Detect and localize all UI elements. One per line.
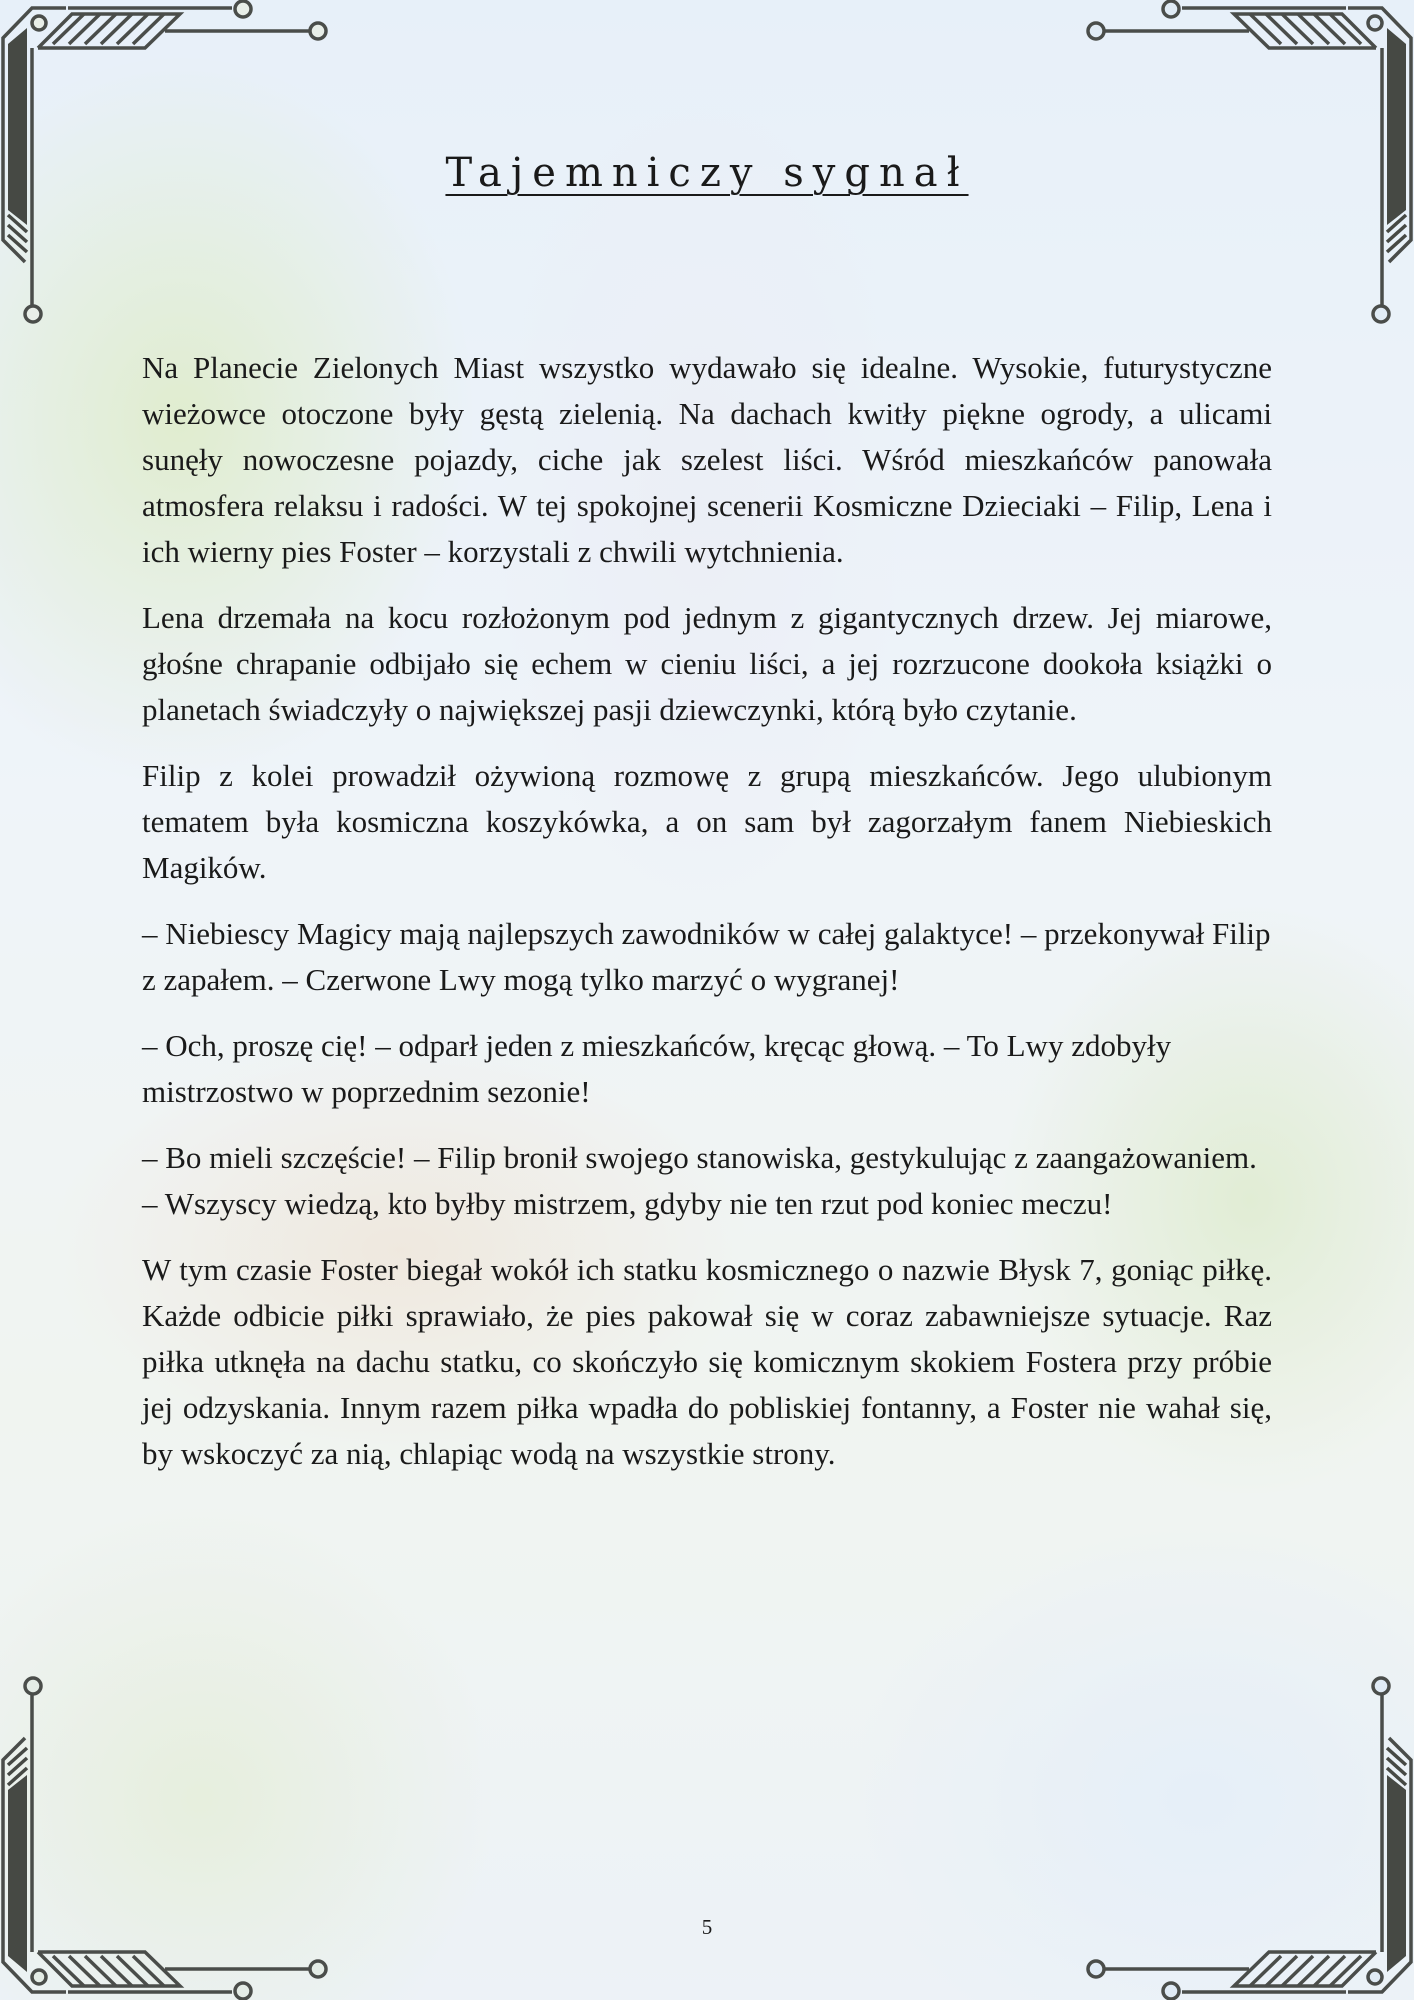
page-title: Tajemniczy sygnał bbox=[445, 150, 969, 196]
corner-ornament-bottom-left bbox=[0, 1670, 330, 2000]
story-body bbox=[142, 345, 1272, 1497]
corner-ornament-bottom-right bbox=[1084, 1670, 1414, 2000]
paragraph: Na Planecie Zielonych Miast wszystko wydawało się idealne. Wysokie, futurystyczne wieżowce otoczone były gęstą zielenią. Na dachach kwitły piękne ogrody, a ulicami sunęły nowoczesne pojazdy, ciche jak szelest liści. Wśród mieszkańców panowała atmosfera relaksu i radości. W tej spokojnej scenerii Kosmiczne Dzieciaki – Filip, Lena i ich wierny pies Foster – korzystali z chwili wytchnienia. bbox=[142, 350, 1272, 569]
paragraph: – Niebiescy Magicy mają najlepszych zawodników w całej galaktyce! – przekonywał Filip z zapałem. – Czerwone Lwy mogą tylko marzyć o wygranej! bbox=[142, 916, 1271, 997]
page-number: 5 bbox=[701, 1915, 713, 1939]
circuit-frame-icon bbox=[1084, 1670, 1414, 2000]
circuit-frame-icon bbox=[0, 1670, 330, 2000]
paragraph: Lena drzemała na kocu rozłożonym pod jednym z gigantycznych drzew. Jej miarowe, głośne chrapanie odbijało się echem w cieniu liści, a jej rozrzucone dookoła książki o planetach świadczyły o największej pasji dziewczynki, którą było czytanie. bbox=[142, 600, 1272, 727]
paragraph: – Bo mieli szczęście! – Filip bronił swojego stanowiska, gestykulując z zaangażowaniem. – Wszyscy wiedzą, kto byłby mistrzem, gdyby nie ten rzut pod koniec meczu! bbox=[142, 1140, 1257, 1221]
paragraph: Filip z kolei prowadził ożywioną rozmowę z grupą mieszkańców. Jego ulubionym tematem była kosmiczna koszykówka, a on sam był zagorzałym fanem Niebieskich Magików. bbox=[142, 758, 1272, 885]
paragraph: – Och, proszę cię! – odparł jeden z mieszkańców, kręcąc głową. – To Lwy zdobyły mistrzostwo w poprzednim sezonie! bbox=[142, 1028, 1172, 1109]
paragraph: W tym czasie Foster biegał wokół ich statku kosmicznego o nazwie Błysk 7, goniąc piłkę. Każde odbicie piłki sprawiało, że pies pakował się w coraz zabawniejsze sytuacje. Raz piłka utknęła na dachu statku, co skończyło się komicznym skokiem Fostera przy próbie jej odzyskania. Innym razem piłka wpadła do pobliskiej fontanny, a Foster nie wahał się, by wskoczyć za nią, chlapiąc wodą na wszystkie strony. bbox=[142, 1252, 1272, 1471]
